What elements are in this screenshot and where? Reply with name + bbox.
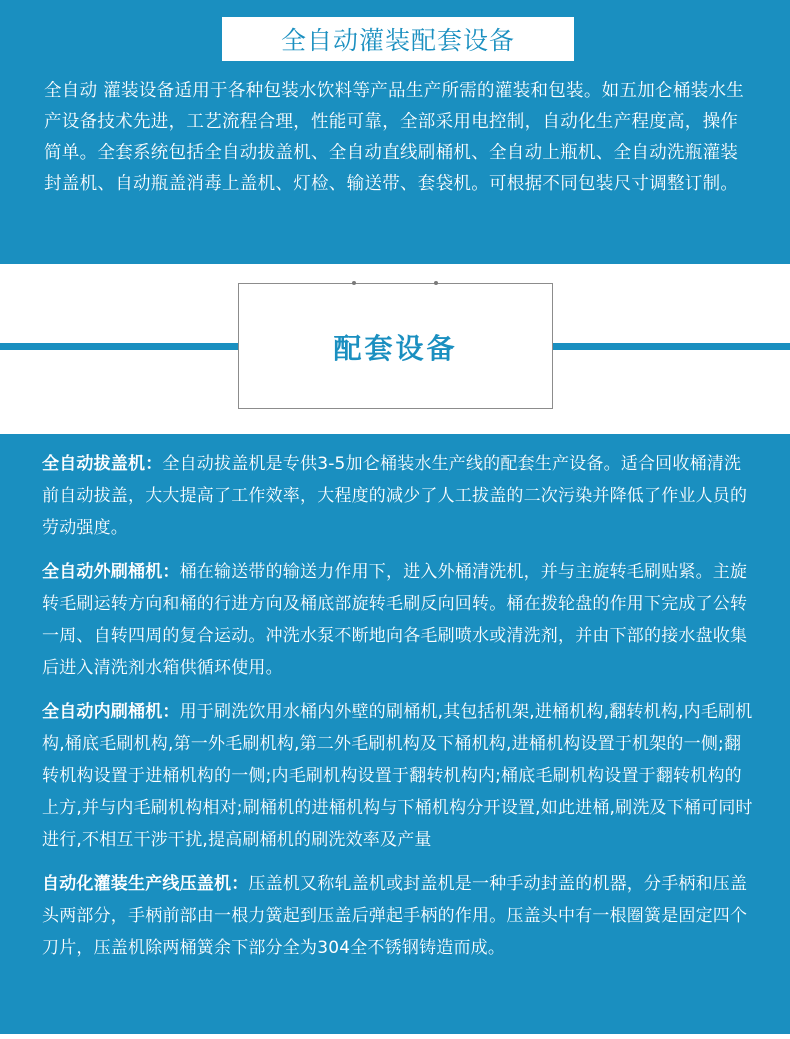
decorative-dot	[352, 281, 356, 285]
header-title-box	[222, 17, 574, 61]
page-title: 全自动灌装配套设备	[280, 26, 515, 55]
equipment-item-inner-brusher	[42, 696, 758, 856]
equipment-item-uncapper	[42, 448, 758, 544]
section-title-box	[238, 283, 553, 409]
decorative-dot	[434, 281, 438, 285]
equipment-item-capper	[42, 868, 758, 964]
section-title: 配套设备	[333, 332, 458, 365]
equipment-label: 全自动内刷桶机：	[42, 702, 180, 722]
equipment-item-outer-brusher	[42, 556, 758, 684]
equipment-description: 全自动拔盖机是专供3-5加仑桶装水生产线的配套生产设备。适合回收桶清洗前自动拔盖，大大提高了工作效率，大程度的减少了人工拔盖的二次污染并降低了作业人员的劳动强度。	[42, 454, 748, 538]
equipment-label: 自动化灌装生产线压盖机：	[42, 874, 249, 894]
equipment-label: 全自动拔盖机：	[42, 454, 163, 474]
divider-line-left	[0, 343, 238, 350]
equipment-description: 压盖机又称轧盖机或封盖机是一种手动封盖的机器，分手柄和压盖头两部分，手柄前部由一根力簧起到压盖后弹起手柄的作用。压盖头中有一根圈簧是固定四个刀片，压盖机除两桶簧余下部分全为304全不锈钢铸造而成。	[42, 874, 748, 958]
equipment-label: 全自动外刷桶机：	[42, 562, 180, 582]
equipment-description: 用于刷洗饮用水桶内外壁的刷桶机,其包括机架,进桶机构,翻转机构,内毛刷机构,桶底毛刷机构,第一外毛刷机构,第二外毛刷机构及下桶机构,进桶机构设置于机架的一侧;翻转机构设置于进桶机构的一侧;内毛刷机构设置于翻转机构内;桶底毛刷机构设置于翻转机构的上方,并与内毛刷机构相对;刷桶机的进桶机构与下桶机构分开设置,如此进桶,刷洗及下桶可同时进行,不相互干涉干扰,提高刷桶机的刷洗效率及产量	[42, 702, 753, 850]
intro-paragraph: 全自动 灌装设备适用于各种包装水饮料等产品生产所需的灌装和包装。如五加仑桶装水生产设备技术先进，工艺流程合理，性能可靠，全部采用电控制，自动化生产程度高，操作简单。全套系统包括全自动拔盖机、全自动直线刷桶机、全自动上瓶机、全自动洗瓶灌装封盖机、自动瓶盖消毒上盖机、灯检、输送带、套袋机。可根据不同包装尺寸调整订制。	[44, 81, 745, 194]
equipment-description: 桶在输送带的输送力作用下，进入外桶清洗机，并与主旋转毛刷贴紧。主旋转毛刷运转方向和桶的行进方向及桶底部旋转毛刷反向回转。桶在拨轮盘的作用下完成了公转一周、自转四周的复合运动。冲洗水泵不断地向各毛刷喷水或清洗剂，并由下部的接水盘收集后进入清洗剂水箱供循环使用。	[42, 562, 748, 678]
equipment-list	[42, 448, 758, 976]
divider-line-right	[553, 343, 790, 350]
